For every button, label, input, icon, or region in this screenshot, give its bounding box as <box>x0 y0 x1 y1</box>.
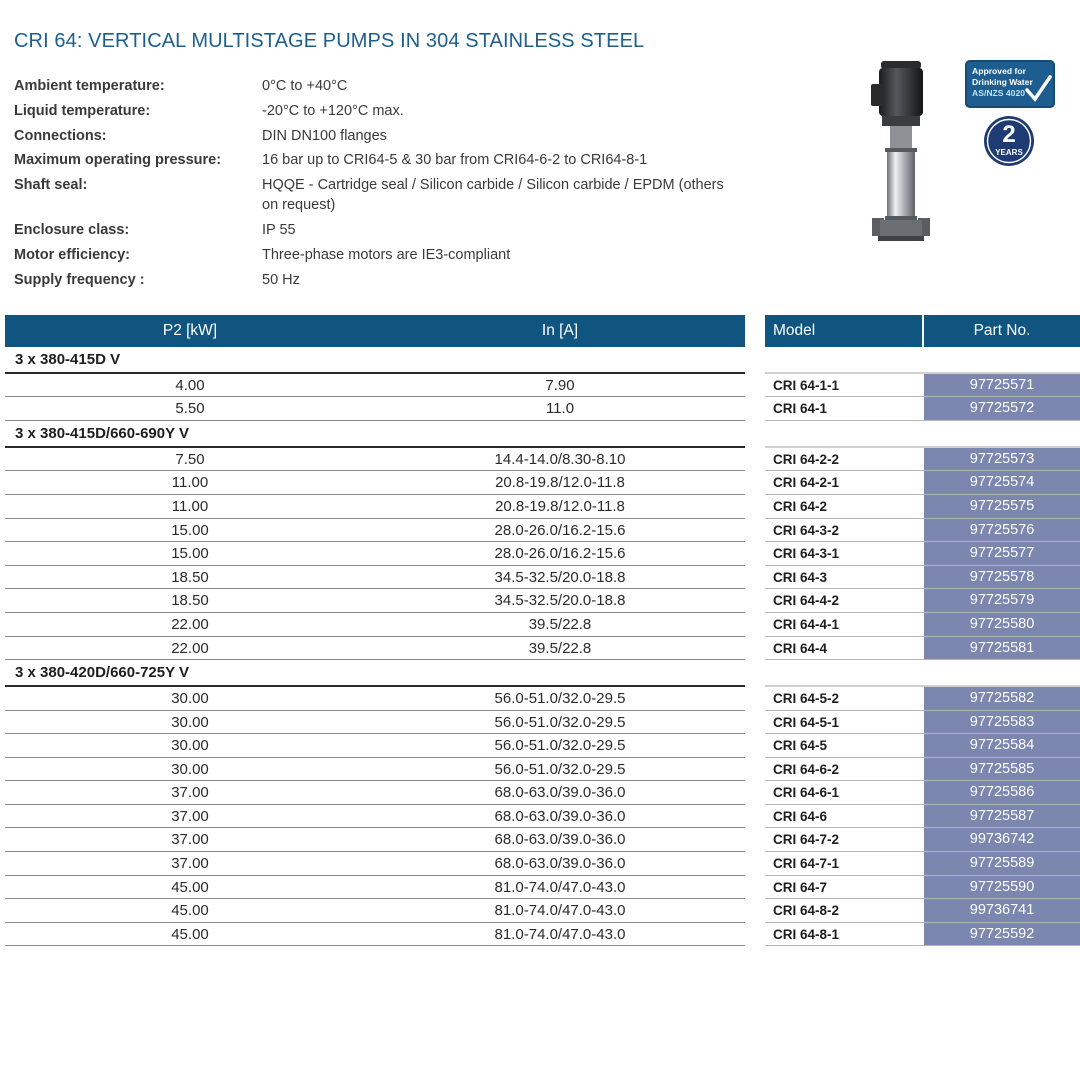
part-no-cell: 99736742 <box>922 828 1080 851</box>
spec-value: -20°C to +120°C max. <box>262 102 404 119</box>
part-no-cell: 97725579 <box>922 589 1080 612</box>
p2-cell: 37.00 <box>171 784 209 802</box>
spec-value: IP 55 <box>262 221 296 238</box>
table-row <box>765 734 1080 758</box>
checkmark-icon <box>1023 74 1053 104</box>
p2-cell: 22.00 <box>171 639 209 657</box>
part-no-cell: 99736741 <box>922 899 1080 922</box>
table-row <box>5 519 745 543</box>
table-row <box>765 711 1080 735</box>
table-row <box>5 805 745 829</box>
table-row <box>765 397 1080 421</box>
part-no-cell: 97725577 <box>922 542 1080 565</box>
part-no-cell: 97725590 <box>922 876 1080 899</box>
part-no-cell: 97725584 <box>922 734 1080 757</box>
spec-value: 0°C to +40°C <box>262 78 348 94</box>
part-no-cell: 97725587 <box>922 805 1080 828</box>
table-row <box>5 781 745 805</box>
spec-row <box>14 175 754 215</box>
table-row <box>5 828 745 852</box>
table-row <box>5 542 745 566</box>
in-cell: 68.0-63.0/39.0-36.0 <box>494 784 626 802</box>
voltage-group-header <box>5 421 745 448</box>
group-spacer <box>765 421 1080 448</box>
p2-cell: 15.00 <box>171 521 209 539</box>
spec-label: Ambient temperature: <box>14 78 165 94</box>
part-no-cell: 97725572 <box>922 397 1080 420</box>
badge-text-line-1: Approved for <box>972 66 1026 76</box>
model-cell: CRI 64-8-2 <box>773 903 840 919</box>
model-cell: CRI 64-2-1 <box>773 475 840 491</box>
warranty-badge <box>983 115 1035 167</box>
model-cell: CRI 64-1 <box>773 401 828 417</box>
table-row <box>765 828 1080 852</box>
table-row <box>765 852 1080 876</box>
model-cell: CRI 64-5-2 <box>773 690 840 706</box>
header-in: In [A] <box>541 322 579 339</box>
in-cell: 11.0 <box>545 400 575 418</box>
table-row <box>765 781 1080 805</box>
in-cell: 34.5-32.5/20.0-18.8 <box>494 568 626 586</box>
model-cell: CRI 64-4-1 <box>773 616 840 632</box>
spec-value: HQQE - Cartridge seal / Silicon carbide / Silicon carbide / EPDM (others on request) <box>262 177 724 214</box>
model-cell: CRI 64-5 <box>773 738 828 754</box>
spec-label: Connections: <box>14 127 107 144</box>
p2-cell: 37.00 <box>171 807 209 825</box>
p2-cell: 4.00 <box>175 376 205 394</box>
p2-cell: 7.50 <box>175 450 205 468</box>
model-cell: CRI 64-3-1 <box>773 546 840 562</box>
p2-cell: 18.50 <box>171 568 209 586</box>
spec-label: Enclosure class: <box>14 221 130 238</box>
voltage-group-label: 3 x 380-420D/660-725Y V <box>15 664 190 682</box>
part-no-cell: 97725581 <box>922 637 1080 660</box>
model-cell: CRI 64-3 <box>773 569 828 585</box>
table-row <box>5 566 745 590</box>
p2-cell: 45.00 <box>171 925 209 943</box>
part-no-cell: 97725589 <box>922 852 1080 875</box>
spec-row <box>14 270 754 290</box>
spec-row <box>14 220 754 240</box>
model-part-table <box>765 315 1080 946</box>
spec-value: 16 bar up to CRI64-5 & 30 bar from CRI64-6-2 to CRI64-8-1 <box>262 152 648 169</box>
in-cell: 56.0-51.0/32.0-29.5 <box>494 737 626 755</box>
p2-cell: 37.00 <box>171 855 209 873</box>
in-cell: 28.0-26.0/16.2-15.6 <box>494 521 626 539</box>
p2-cell: 30.00 <box>171 689 209 707</box>
in-cell: 34.5-32.5/20.0-18.8 <box>494 592 626 610</box>
model-cell: CRI 64-2-2 <box>773 451 840 467</box>
model-cell: CRI 64-8-1 <box>773 926 840 942</box>
in-cell: 56.0-51.0/32.0-29.5 <box>494 760 626 778</box>
p2-cell: 11.00 <box>171 497 209 515</box>
part-no-cell: 97725574 <box>922 471 1080 494</box>
group-spacer <box>765 347 1080 374</box>
p2-cell: 45.00 <box>171 902 209 920</box>
electrical-data-table <box>5 315 745 946</box>
table-row <box>5 589 745 613</box>
model-cell: CRI 64-2 <box>773 498 828 514</box>
in-cell: 68.0-63.0/39.0-36.0 <box>494 855 626 873</box>
table-row <box>765 374 1080 398</box>
table-row <box>5 734 745 758</box>
spec-row <box>14 245 754 265</box>
in-cell: 68.0-63.0/39.0-36.0 <box>494 831 626 849</box>
in-cell: 81.0-74.0/47.0-43.0 <box>494 878 626 896</box>
spec-row <box>14 150 754 170</box>
table-row <box>765 613 1080 637</box>
spec-label: Supply frequency : <box>14 271 145 288</box>
model-cell: CRI 64-7-2 <box>773 832 840 848</box>
part-no-cell: 97725592 <box>922 923 1080 946</box>
part-no-cell: 97725575 <box>922 495 1080 518</box>
table-row <box>5 495 745 519</box>
voltage-group-header <box>5 660 745 687</box>
model-cell: CRI 64-7-1 <box>773 856 840 872</box>
in-cell: 20.8-19.8/12.0-11.8 <box>495 474 625 492</box>
p2-cell: 30.00 <box>171 737 209 755</box>
table-row <box>5 637 745 661</box>
model-cell: CRI 64-4-2 <box>773 593 840 609</box>
in-cell: 39.5/22.8 <box>528 615 592 633</box>
table-row <box>5 711 745 735</box>
table-row <box>5 923 745 947</box>
spec-label: Motor efficiency: <box>14 246 131 263</box>
model-cell: CRI 64-7 <box>773 879 828 895</box>
model-cell: CRI 64-5-1 <box>773 714 840 730</box>
p2-cell: 11.00 <box>171 474 209 492</box>
voltage-group-label: 3 x 380-415D V <box>15 351 121 368</box>
model-cell: CRI 64-6-2 <box>773 761 840 777</box>
table-row <box>765 542 1080 566</box>
p2-cell: 5.50 <box>175 400 205 418</box>
pump-image <box>868 58 936 244</box>
in-cell: 28.0-26.0/16.2-15.6 <box>494 545 626 563</box>
part-no-cell: 97725576 <box>922 519 1080 542</box>
model-cell: CRI 64-3-2 <box>773 522 840 538</box>
table-row <box>765 471 1080 495</box>
spec-row <box>14 101 754 121</box>
p2-cell: 30.00 <box>171 713 209 731</box>
spec-label: Liquid temperature: <box>14 102 151 119</box>
table-row <box>5 852 745 876</box>
table-row <box>765 923 1080 947</box>
table-row <box>765 899 1080 923</box>
in-cell: 68.0-63.0/39.0-36.0 <box>494 807 626 825</box>
table-header <box>5 315 745 347</box>
voltage-group-header <box>5 347 745 374</box>
p2-cell: 15.00 <box>171 545 209 563</box>
warranty-years-label: YEARS <box>995 148 1023 157</box>
drinking-water-approval-badge <box>965 60 1055 108</box>
part-no-cell: 97725585 <box>922 758 1080 781</box>
p2-cell: 45.00 <box>171 878 209 896</box>
in-cell: 7.90 <box>545 376 575 394</box>
header-model: Model <box>773 322 816 339</box>
p2-cell: 30.00 <box>171 760 209 778</box>
spec-list <box>14 76 754 294</box>
part-no-cell: 97725578 <box>922 566 1080 589</box>
part-no-cell: 97725573 <box>922 448 1080 471</box>
spec-value: 50 Hz <box>262 271 300 288</box>
part-no-cell: 97725586 <box>922 781 1080 804</box>
spec-value: DIN DN100 flanges <box>262 127 387 144</box>
spec-value: Three-phase motors are IE3-compliant <box>262 246 511 263</box>
badge-text-line-2: Drinking Water <box>972 77 1033 87</box>
table-row <box>5 374 745 398</box>
table-row <box>5 758 745 782</box>
voltage-group-label: 3 x 380-415D/660-690Y V <box>15 424 190 442</box>
part-no-cell: 97725583 <box>922 711 1080 734</box>
p2-cell: 22.00 <box>171 615 209 633</box>
table-row <box>765 805 1080 829</box>
spec-row <box>14 126 754 146</box>
model-cell: CRI 64-6-1 <box>773 785 840 801</box>
group-spacer <box>765 660 1080 687</box>
badge-text-line-3: AS/NZS 4020 <box>972 88 1026 98</box>
page-title: CRI 64: VERTICAL MULTISTAGE PUMPS IN 304 STAINLESS STEEL <box>14 30 645 52</box>
table-row <box>5 471 745 495</box>
header-part-no: Part No. <box>922 315 1080 347</box>
in-cell: 39.5/22.8 <box>528 639 592 657</box>
table-row <box>5 876 745 900</box>
in-cell: 20.8-19.8/12.0-11.8 <box>495 497 625 515</box>
in-cell: 56.0-51.0/32.0-29.5 <box>494 713 626 731</box>
table-row <box>765 637 1080 661</box>
part-no-cell: 97725571 <box>922 374 1080 397</box>
model-cell: CRI 64-4 <box>773 640 828 656</box>
table-row <box>5 613 745 637</box>
table-row <box>765 519 1080 543</box>
table-header <box>765 315 1080 347</box>
table-row <box>5 687 745 711</box>
in-cell: 81.0-74.0/47.0-43.0 <box>494 925 626 943</box>
header-p2: P2 [kW] <box>162 322 218 339</box>
p2-cell: 18.50 <box>171 592 209 610</box>
spec-label: Shaft seal: <box>14 177 88 194</box>
in-cell: 14.4-14.0/8.30-8.10 <box>494 450 626 468</box>
table-row <box>765 495 1080 519</box>
table-row <box>765 566 1080 590</box>
spec-label: Maximum operating pressure: <box>14 152 222 169</box>
in-cell: 81.0-74.0/47.0-43.0 <box>494 902 626 920</box>
warranty-years-number: 2 <box>1002 121 1016 148</box>
table-row <box>765 758 1080 782</box>
table-row <box>5 899 745 923</box>
table-row <box>765 876 1080 900</box>
table-row <box>765 448 1080 472</box>
table-row <box>765 687 1080 711</box>
table-row <box>765 589 1080 613</box>
part-no-cell: 97725580 <box>922 613 1080 636</box>
table-row <box>5 397 745 421</box>
model-cell: CRI 64-1-1 <box>773 377 840 393</box>
model-cell: CRI 64-6 <box>773 808 828 824</box>
p2-cell: 37.00 <box>171 831 209 849</box>
part-no-cell: 97725582 <box>922 687 1080 710</box>
table-row <box>5 448 745 472</box>
in-cell: 56.0-51.0/32.0-29.5 <box>494 689 626 707</box>
spec-row <box>14 76 754 96</box>
